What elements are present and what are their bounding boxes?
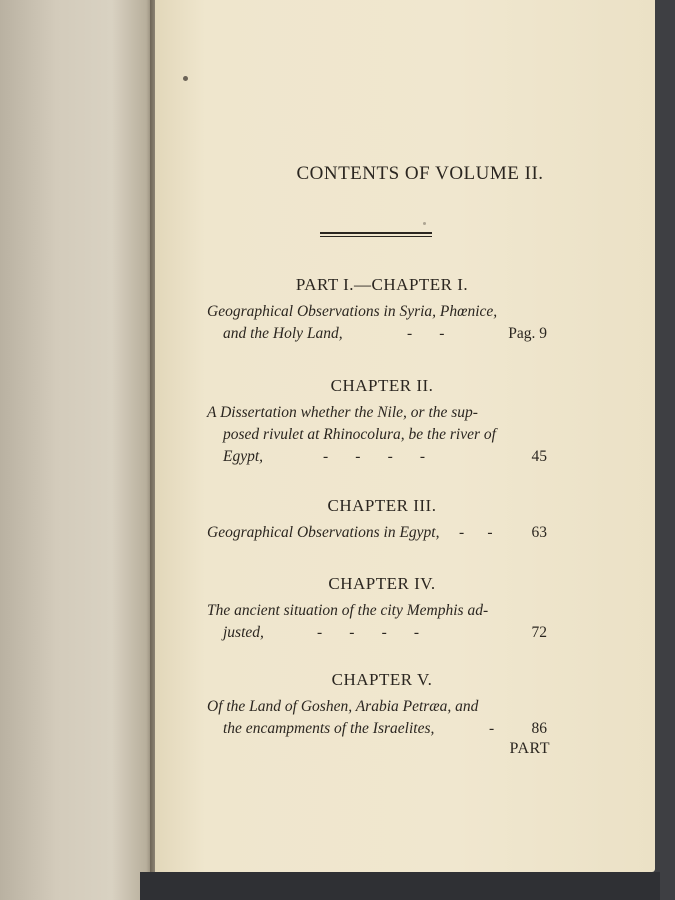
entry-line: Geographical Observations in Syria, Phœnice, bbox=[207, 303, 498, 320]
title-rule-thin bbox=[320, 236, 432, 237]
catchword: PART bbox=[509, 740, 550, 757]
page-number: 72 bbox=[531, 624, 547, 641]
entry-line: the encampments of the Israelites, - 86 bbox=[207, 718, 547, 740]
section-heading: CHAPTER IV. bbox=[328, 574, 436, 593]
page-text bbox=[155, 0, 655, 872]
paper-speck bbox=[423, 222, 426, 225]
paper-speck bbox=[183, 76, 188, 81]
page-title: CONTENTS OF VOLUME II. bbox=[296, 163, 544, 184]
page-number: 63 bbox=[531, 524, 547, 541]
contents-page bbox=[155, 0, 655, 872]
section-heading: CHAPTER V. bbox=[331, 670, 433, 689]
leader-dashes: - - - - bbox=[323, 448, 426, 465]
section-heading: CHAPTER II. bbox=[330, 376, 434, 395]
leader-dashes: - bbox=[489, 720, 495, 737]
entry-line: Egypt, - - - - 45 bbox=[207, 446, 547, 468]
contents-section bbox=[207, 574, 547, 644]
entry-line: Of the Land of Goshen, Arabia Petræa, and bbox=[207, 698, 479, 715]
contents-section bbox=[207, 275, 547, 345]
leader-dashes: - - bbox=[459, 524, 493, 541]
entry-line: Geographical Observations in Egypt, - - 63 bbox=[207, 522, 547, 544]
entry-line: posed rivulet at Rhinocolura, be the river of bbox=[223, 426, 496, 443]
contents-section bbox=[207, 496, 547, 544]
contents-section bbox=[207, 376, 547, 468]
entry-line: The ancient situation of the city Memphis ad- bbox=[207, 602, 489, 619]
entry-line: and the Holy Land, - - Pag. 9 bbox=[207, 323, 547, 345]
page-number: 45 bbox=[531, 448, 547, 465]
page-number: Pag. 9 bbox=[508, 325, 547, 342]
entry-line: justed, - - - - 72 bbox=[207, 622, 547, 644]
title-rule bbox=[320, 232, 432, 234]
facing-page bbox=[0, 0, 160, 900]
entry-line: A Dissertation whether the Nile, or the sup- bbox=[207, 404, 478, 421]
leader-dashes: - - bbox=[407, 325, 445, 342]
leader-dashes: - - - - bbox=[317, 624, 420, 641]
section-heading: CHAPTER III. bbox=[327, 496, 437, 515]
contents-section bbox=[207, 670, 547, 740]
page-number: 86 bbox=[531, 720, 547, 737]
page-bottom-shadow bbox=[140, 872, 660, 900]
section-heading: PART I.—CHAPTER I. bbox=[295, 275, 469, 294]
